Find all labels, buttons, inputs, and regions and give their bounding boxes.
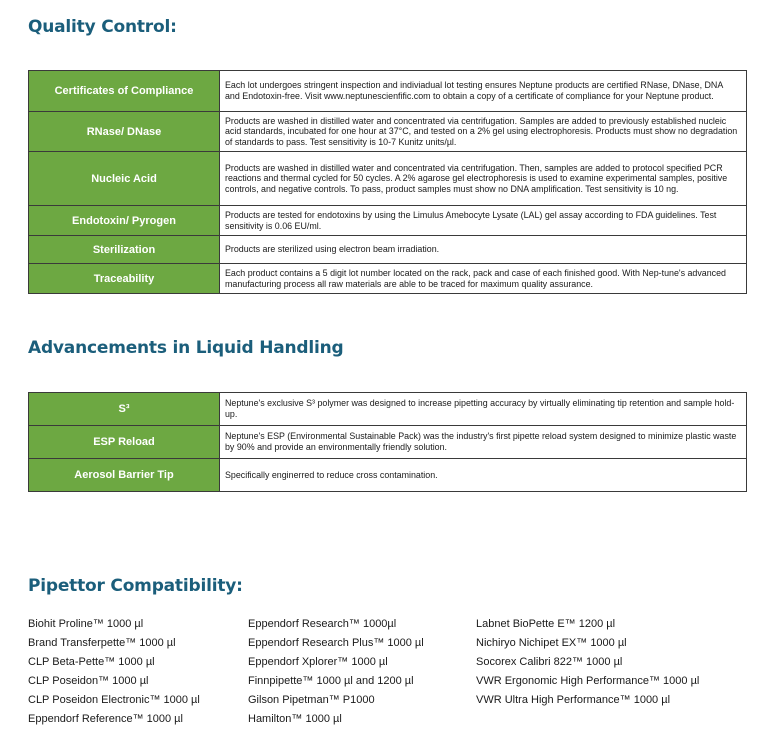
row-label: S³ bbox=[29, 393, 220, 426]
row-label: Traceability bbox=[29, 264, 220, 294]
list-item: CLP Beta-Pette™ 1000 µl bbox=[28, 656, 155, 668]
row-description: Neptune's exclusive S³ polymer was designed to increase pipetting accuracy by virtually eliminating tip retention and sample hold-up. bbox=[220, 393, 747, 426]
row-label: Sterilization bbox=[29, 236, 220, 264]
table-row bbox=[29, 393, 747, 426]
row-label: Nucleic Acid bbox=[29, 152, 220, 206]
table-row bbox=[29, 426, 747, 459]
pipettor-column bbox=[476, 615, 699, 710]
table-row bbox=[29, 206, 747, 236]
row-description: Products are tested for endotoxins by using the Limulus Amebocyte Lysate (LAL) gel assay according to FDA guidelines. Test sensitivity is 0.06 EU/ml. bbox=[220, 206, 747, 236]
row-description: Products are washed in distilled water and concentrated via centrifugation. Then, samples are added to protocol specified PCR reactions and thermal cycled for 50 cycles. A 2% agarose gel electrophoresis is used to examine experimental samples, positive controls, and negative controls. To pass, product samples must show no DNA amplification. Test sensitivity is 10 ng. bbox=[220, 152, 747, 206]
row-description: Specifically enginerred to reduce cross contamination. bbox=[220, 459, 747, 492]
row-description: Products are washed in distilled water and concentrated via centrifugation. Samples are added to previously established nucleic acid standards, incubated for one hour at 37°C, and tested on a 2% gel using electrophoresis. Products must show no degradation of standards to pass. Test sensitivity is 10-7 Kunitz units/µl. bbox=[220, 112, 747, 152]
row-label: Aerosol Barrier Tip bbox=[29, 459, 220, 492]
list-item: Nichiryo Nichipet EX™ 1000 µl bbox=[476, 637, 627, 649]
list-item: VWR Ergonomic High Performance™ 1000 µl bbox=[476, 675, 700, 687]
list-item: Hamilton™ 1000 µl bbox=[248, 713, 342, 725]
row-label: ESP Reload bbox=[29, 426, 220, 459]
row-label: Certificates of Compliance bbox=[29, 71, 220, 112]
advancements-heading: Advancements in Liquid Handling bbox=[28, 338, 344, 358]
list-item: Eppendorf Research™ 1000µl bbox=[248, 618, 397, 630]
list-item: Finnpipette™ 1000 µl and 1200 µl bbox=[248, 675, 414, 687]
list-item: Labnet BioPette E™ 1200 µl bbox=[476, 618, 616, 630]
list-item: CLP Poseidon™ 1000 µl bbox=[28, 675, 149, 687]
list-item: VWR Ultra High Performance™ 1000 µl bbox=[476, 694, 671, 706]
row-description: Neptune's ESP (Environmental Sustainable Pack) was the industry's first pipette reload system designed to minimize plastic waste by 90% and provide an environmentally friendly solution. bbox=[220, 426, 747, 459]
advancements-table bbox=[28, 392, 747, 492]
quality-control-heading: Quality Control: bbox=[28, 17, 177, 37]
list-item: Eppendorf Reference™ 1000 µl bbox=[28, 713, 183, 725]
table-row bbox=[29, 236, 747, 264]
list-item: CLP Poseidon Electronic™ 1000 µl bbox=[28, 694, 200, 706]
row-description: Each lot undergoes stringent inspection and indiviadual lot testing ensures Neptune products are certified RNase, DNase, DNA and Endotoxin-free. Visit www.neptunescienfific.com to obtain a copy of a certificate of compliance for your Neptune product. bbox=[220, 71, 747, 112]
table-row bbox=[29, 152, 747, 206]
list-item: Eppendorf Research Plus™ 1000 µl bbox=[248, 637, 424, 649]
list-item: Biohit Proline™ 1000 µl bbox=[28, 618, 144, 630]
table-row bbox=[29, 459, 747, 492]
row-description: Products are sterilized using electron beam irradiation. bbox=[220, 236, 747, 264]
list-item: Gilson Pipetman™ P1000 bbox=[248, 694, 375, 706]
table-row bbox=[29, 71, 747, 112]
pipettor-compatibility-heading: Pipettor Compatibility: bbox=[28, 576, 243, 596]
list-item: Brand Transferpette™ 1000 µl bbox=[28, 637, 176, 649]
pipettor-column bbox=[248, 615, 424, 729]
table-row bbox=[29, 264, 747, 294]
quality-control-table bbox=[28, 70, 747, 294]
list-item: Eppendorf Xplorer™ 1000 µl bbox=[248, 656, 388, 668]
row-description: Each product contains a 5 digit lot number located on the rack, pack and case of each finished good. With Nep-tune's advanced manufacturing process all raw materials are able to be traced for maximum quality assurance. bbox=[220, 264, 747, 294]
row-label: RNase/ DNase bbox=[29, 112, 220, 152]
row-label: Endotoxin/ Pyrogen bbox=[29, 206, 220, 236]
list-item: Socorex Calibri 822™ 1000 µl bbox=[476, 656, 623, 668]
table-row bbox=[29, 112, 747, 152]
pipettor-column bbox=[28, 615, 200, 729]
